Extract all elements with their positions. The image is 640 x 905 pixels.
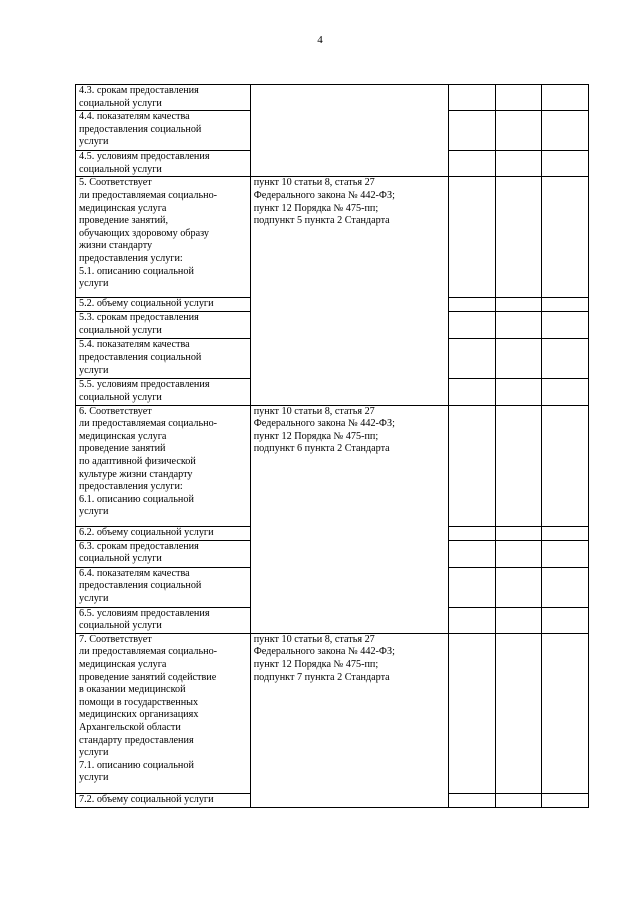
criterion-cell: 6.2. объему социальной услуги (76, 526, 251, 540)
answer-na-cell[interactable] (542, 85, 589, 111)
answer-no-cell[interactable] (495, 85, 542, 111)
answer-no-cell[interactable] (495, 379, 542, 405)
criterion-cell: 5.2. объему социальной услуги (76, 298, 251, 312)
criterion-cell: 6.5. условиям предоставления социальной услуги (76, 607, 251, 633)
answer-no-cell[interactable] (495, 793, 542, 807)
answer-yes-cell[interactable] (448, 177, 495, 298)
answer-na-cell[interactable] (542, 379, 589, 405)
answer-no-cell[interactable] (495, 151, 542, 177)
criterion-cell: 4.5. условиям предоставления социальной услуги (76, 151, 251, 177)
page-number: 4 (317, 34, 323, 46)
checklist-table (75, 84, 589, 808)
answer-no-cell[interactable] (495, 633, 542, 793)
answer-na-cell[interactable] (542, 540, 589, 567)
answer-no-cell[interactable] (495, 607, 542, 633)
table-row (76, 177, 589, 298)
answer-na-cell[interactable] (542, 298, 589, 312)
answer-yes-cell[interactable] (448, 607, 495, 633)
legal-reference-cell: пункт 10 статьи 8, статья 27 Федерального закона № 442-ФЗ; пункт 12 Порядка № 475-пп; подпункт 7 пункта 2 Стандарта (250, 633, 448, 807)
answer-na-cell[interactable] (542, 405, 589, 526)
criterion-cell: 6.3. срокам предоставления социальной услуги (76, 540, 251, 567)
answer-na-cell[interactable] (542, 111, 589, 151)
answer-yes-cell[interactable] (448, 339, 495, 379)
answer-na-cell[interactable] (542, 151, 589, 177)
answer-yes-cell[interactable] (448, 567, 495, 607)
answer-yes-cell[interactable] (448, 111, 495, 151)
answer-yes-cell[interactable] (448, 405, 495, 526)
criterion-cell: 6. Соответствует ли предоставляемая социально- медицинская услуга проведение занятий по адаптивной физической культуре жизни стандарту предоставления услуги: 6.1. описанию социальной услуги (76, 405, 251, 526)
criterion-cell: 7.2. объему социальной услуги (76, 793, 251, 807)
table-row (76, 633, 589, 793)
answer-yes-cell[interactable] (448, 633, 495, 793)
answer-no-cell[interactable] (495, 540, 542, 567)
criterion-cell: 5. Соответствует ли предоставляемая социально- медицинская услуга проведение занятий, обучающих здоровому образу жизни стандарту предоставления услуги: 5.1. описанию социальной услуги (76, 177, 251, 298)
answer-na-cell[interactable] (542, 607, 589, 633)
answer-no-cell[interactable] (495, 526, 542, 540)
answer-na-cell[interactable] (542, 567, 589, 607)
criterion-cell: 7. Соответствует ли предоставляемая социально- медицинская услуга проведение занятий содействие в оказании медицинской помощи в государственных медицинских организациях Архангельской области стандарту предоставления услуги 7.1. описанию социальной услуги (76, 633, 251, 793)
answer-yes-cell[interactable] (448, 793, 495, 807)
answer-no-cell[interactable] (495, 567, 542, 607)
answer-yes-cell[interactable] (448, 298, 495, 312)
answer-no-cell[interactable] (495, 312, 542, 339)
answer-yes-cell[interactable] (448, 379, 495, 405)
answer-no-cell[interactable] (495, 405, 542, 526)
answer-na-cell[interactable] (542, 339, 589, 379)
criterion-cell: 6.4. показателям качества предоставления социальной услуги (76, 567, 251, 607)
legal-reference-cell: пункт 10 статьи 8, статья 27 Федерального закона № 442-ФЗ; пункт 12 Порядка № 475-пп; подпункт 5 пункта 2 Стандарта (250, 177, 448, 405)
answer-no-cell[interactable] (495, 177, 542, 298)
criterion-cell: 4.4. показателям качества предоставления социальной услуги (76, 111, 251, 151)
criterion-cell: 5.5. условиям предоставления социальной услуги (76, 379, 251, 405)
criterion-cell: 4.3. срокам предоставления социальной услуги (76, 85, 251, 111)
criterion-cell: 5.4. показателям качества предоставления социальной услуги (76, 339, 251, 379)
answer-na-cell[interactable] (542, 312, 589, 339)
answer-na-cell[interactable] (542, 633, 589, 793)
answer-no-cell[interactable] (495, 298, 542, 312)
legal-reference-cell (250, 85, 448, 177)
answer-yes-cell[interactable] (448, 151, 495, 177)
answer-yes-cell[interactable] (448, 312, 495, 339)
answer-no-cell[interactable] (495, 111, 542, 151)
legal-reference-cell: пункт 10 статьи 8, статья 27 Федерального закона № 442-ФЗ; пункт 12 Порядка № 475-пп; подпункт 6 пункта 2 Стандарта (250, 405, 448, 633)
answer-na-cell[interactable] (542, 177, 589, 298)
answer-na-cell[interactable] (542, 526, 589, 540)
table-row (76, 405, 589, 526)
answer-yes-cell[interactable] (448, 540, 495, 567)
answer-yes-cell[interactable] (448, 526, 495, 540)
answer-na-cell[interactable] (542, 793, 589, 807)
criterion-cell: 5.3. срокам предоставления социальной услуги (76, 312, 251, 339)
table-row (76, 85, 589, 111)
answer-no-cell[interactable] (495, 339, 542, 379)
answer-yes-cell[interactable] (448, 85, 495, 111)
